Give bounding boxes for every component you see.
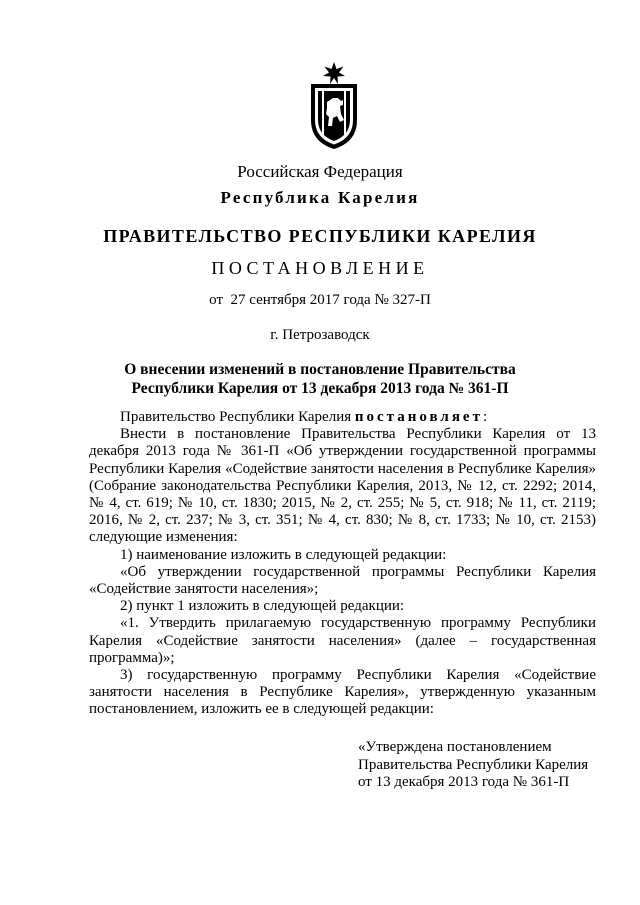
subject-line-1: О внесении изменений в постановление Правительства [124, 361, 516, 378]
document-subject [0, 360, 640, 398]
document-city: г. Петрозаводск [270, 327, 370, 343]
body-paragraph-2: 1) наименование изложить в следующей редакции: [120, 546, 447, 563]
body-paragraph-6: 3) государственную программу Республики Карелия «Содействие занятости населения в Республике Карелия», утвержденную указанным постановлением, изложить ее в следующей редакции: [89, 667, 596, 718]
approval-line-3: от 13 декабря 2013 года № 361-П [358, 774, 570, 790]
karelia-coat-of-arms-icon [305, 62, 363, 150]
subject-line-2: Республики Карелия от 13 декабря 2013 года № 361-П [131, 380, 509, 397]
republic-title: Республика Карелия [220, 188, 420, 207]
government-title: ПРАВИТЕЛЬСТВО РЕСПУБЛИКИ КАРЕЛИЯ [103, 226, 537, 246]
approval-line-2: Правительства Республики Карелия [358, 756, 589, 773]
body-paragraph-5: «1. Утвердить прилагаемую государственную программу Республики Карелия «Содействие занятости населения» (далее – государственная программа)»; [89, 615, 596, 666]
intro-emphasis: постановляет [354, 409, 483, 425]
document-body [89, 409, 596, 719]
intro-prefix: Правительство Республики Карелия [120, 409, 355, 425]
body-paragraph-1: Внести в постановление Правительства Республики Карелия от 13 декабря 2013 года № 361-П «Об утверждении государственной программы Республики Карелия «Содействие занятости населения в Республике Карелия» (Собрание законодательства Республики Карелия, 2013, № 12, ст. 2292; 2014, № 4, ст. 619; № 10, ст. 1830; 2015, № 2, ст. 255; № 5, ст. 918; № 11, ст. 2119; 2016, № 2, ст. 237; № 3, ст. 351; № 4, ст. 830; № 8, ст. 1733; № 10, ст. 2153) следующие изменения: [89, 426, 596, 546]
approval-line-1: «Утверждена постановлением [358, 739, 552, 755]
body-paragraph-4: 2) пункт 1 изложить в следующей редакции: [120, 598, 405, 615]
intro-suffix: : [482, 409, 488, 425]
body-paragraph-3: «Об утверждении государственной программы Республики Карелия «Содействие занятости населения»; [89, 563, 596, 598]
approval-block [358, 739, 608, 792]
document-date-number: от 27 сентября 2017 года № 327-П [209, 292, 431, 308]
body-intro [89, 409, 596, 426]
federation-title: Российская Федерация [237, 162, 403, 181]
document-type: ПОСТАНОВЛЕНИЕ [211, 258, 429, 278]
